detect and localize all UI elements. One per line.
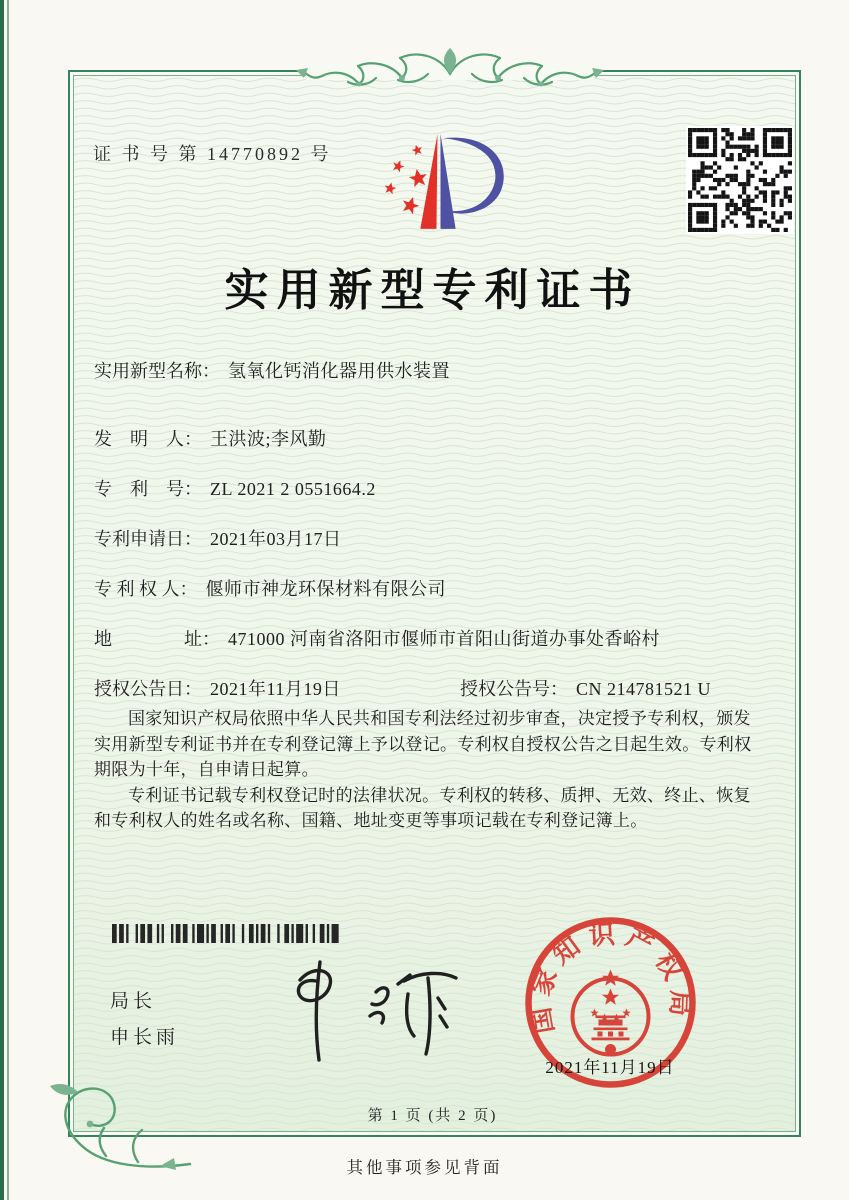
field-label: 地 址： [94, 629, 220, 649]
field-value: 471000 河南省洛阳市偃师市首阳山街道办事处香峪村 [228, 629, 660, 649]
field-value: 偃师市神龙环保材料有限公司 [205, 579, 446, 599]
field-label: 专 利 权 人： [94, 579, 198, 599]
barcode [112, 924, 342, 943]
qr-code [686, 126, 794, 234]
field-value: 氢氧化钙消化器用供水装置 [228, 361, 450, 381]
cnipa-logo-icon [345, 116, 535, 242]
handwritten-signature-icon [280, 954, 480, 1069]
field-label: 授权公告号： [460, 679, 568, 699]
legal-text-block [94, 706, 758, 834]
field-value: ZL 2021 2 0551664.2 [210, 479, 376, 499]
field-row-grant [94, 676, 784, 702]
field-row-name [94, 358, 784, 384]
field-row-patent-no [94, 476, 784, 502]
field-label: 实用新型名称： [94, 361, 220, 381]
dragon-ornament [292, 34, 608, 108]
field-value: 2021年11月19日 [210, 679, 341, 699]
seal-date: 2021年11月19日 [545, 1058, 675, 1077]
seal-ring-text: 国家知识产权局 [524, 919, 696, 1036]
page-number: 第 1 页 (共 2 页) [367, 1108, 498, 1124]
field-value: 2021年03月17日 [210, 529, 342, 549]
scan-edge-stripe [0, 0, 4, 1200]
field-label: 专利申请日： [94, 529, 202, 549]
footer-note: 其他事项参见背面 [346, 1158, 503, 1177]
certificate-title: 实用新型专利证书 [224, 266, 641, 315]
field-label: 专 利 号： [94, 479, 202, 499]
legal-paragraph-1: 国家知识产权局依照中华人民共和国专利法经过初步审查，决定授予专利权，颁发实用新型专利证书并在专利登记簿上予以登记。专利权自授权公告之日起生效。专利权期限为十年，自申请日起算。 [94, 709, 752, 779]
signer-title: 局长 [110, 991, 157, 1012]
field-label: 发 明 人： [94, 429, 202, 449]
field-value: 王洪波;李风勤 [210, 429, 327, 449]
certificate-number: 证 书 号 第 14770892 号 [93, 144, 332, 164]
field-row-address [94, 626, 784, 652]
field-label: 授权公告日： [94, 679, 202, 699]
field-row-inventors [94, 426, 784, 452]
field-row-filing-date [94, 526, 784, 552]
field-pair-grant-no [460, 676, 711, 702]
field-value: CN 214781521 U [576, 679, 712, 699]
legal-paragraph-2: 专利证书记载专利权登记时的法律状况。专利权的转移、质押、无效、终止、恢复和专利权人的姓名或名称、国籍、地址变更等事项记载在专利登记簿上。 [94, 785, 751, 830]
signer-name: 申长雨 [110, 1027, 180, 1048]
field-row-patentee [94, 576, 784, 602]
scan-edge-stripe-light [7, 0, 9, 1200]
